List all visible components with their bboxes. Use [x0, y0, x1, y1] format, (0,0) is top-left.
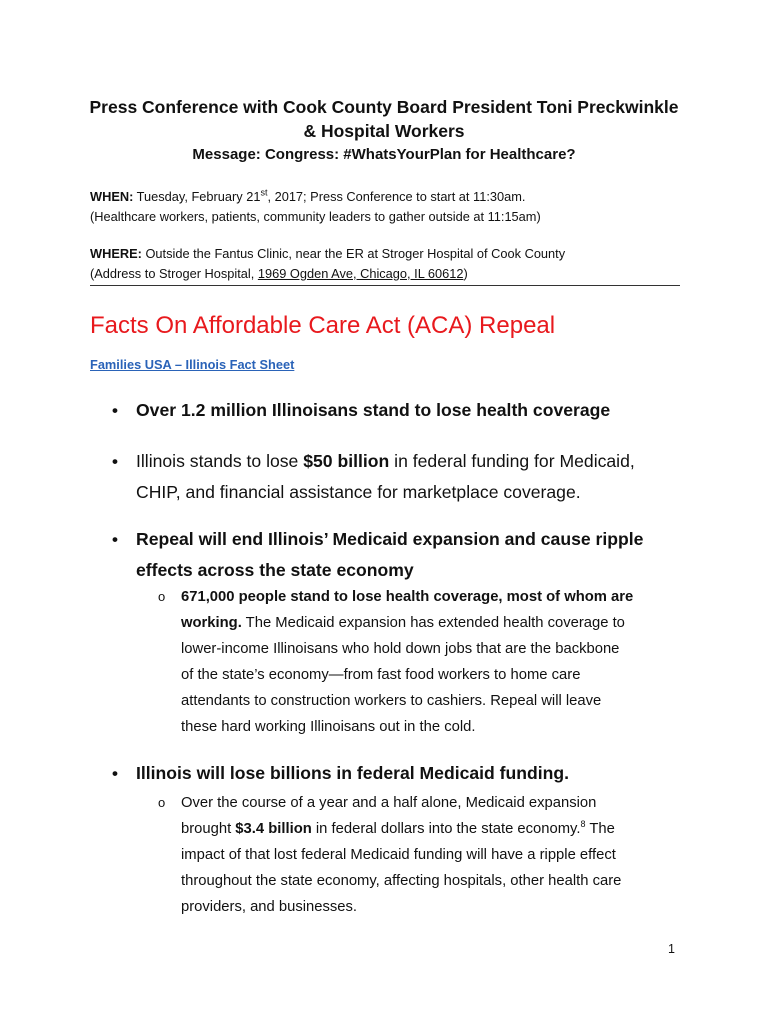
footnote-reference[interactable]: 8 — [580, 819, 586, 830]
bullet-marker: • — [112, 452, 118, 471]
when-line — [90, 187, 690, 207]
where-label: WHERE: — [90, 246, 142, 261]
bullet-text-part: Repeal will end Illinois’ Medicaid expansion and cause ripple — [136, 529, 644, 549]
fact-sheet-link[interactable]: Families USA – Illinois Fact Sheet — [90, 357, 295, 372]
section-heading: Facts On Affordable Care Act (ACA) Repeal — [90, 312, 556, 339]
sub-bullet-text-part: these hard working Illinoisans out in the cold. — [181, 719, 476, 735]
sub-bullet-text-part: attendants to construction workers to cashiers. Repeal will leave — [181, 693, 602, 709]
sub-bullet-text-part: in federal dollars into the state economy. — [311, 821, 581, 837]
when-time: , 2017; Press Conference to start at 11:30am. — [267, 189, 526, 204]
title-line-2: & Hospital Workers — [303, 121, 465, 141]
bullet-text: Over 1.2 million Illinoisans stand to lose health coverage — [136, 400, 611, 420]
sub-bullet-text-part: The Medicaid expansion has extended health coverage to — [241, 615, 625, 631]
horizontal-divider — [90, 285, 680, 286]
bullet-text-part: Illinois stands to lose — [136, 451, 304, 471]
sub-bullet-marker: o — [158, 795, 166, 810]
where-location: Outside the Fantus Clinic, near the ER at Stroger Hospital of Cook County — [141, 246, 566, 261]
bullet-item-medicaid-funding — [112, 758, 682, 789]
bullet-marker: • — [112, 764, 118, 783]
sub-bullet-text-part: brought — [181, 821, 236, 837]
title-line-1: Press Conference with Cook County Board President Toni Preckwinkle — [89, 97, 679, 117]
address-prefix: (Address to Stroger Hospital, — [90, 266, 258, 281]
bullet-text — [136, 446, 682, 508]
bullet-item-funding — [112, 446, 682, 508]
sub-bullet-text — [181, 790, 678, 920]
sub-bullet-item-671000 — [158, 584, 678, 740]
sub-bullet-marker: o — [158, 589, 166, 604]
sub-bullet-emphasis: 671,000 people stand to lose health coverage, most of whom are — [181, 589, 634, 605]
sub-bullet-text-part: of the state’s economy—from fast food workers to home care — [181, 667, 581, 683]
when-note: (Healthcare workers, patients, community leaders to gather outside at 11:15am) — [90, 209, 541, 224]
message-subtitle: Message: Congress: #WhatsYourPlan for Healthcare? — [192, 146, 576, 163]
bullet-marker: • — [112, 401, 118, 420]
sub-bullet-emphasis: working. — [181, 615, 242, 631]
page-title — [60, 95, 708, 143]
bullet-text-part: in federal funding for Medicaid, — [389, 451, 635, 471]
bullet-text: Illinois will lose billions in federal Medicaid funding. — [136, 763, 570, 783]
bullet-text — [136, 524, 682, 586]
bullet-text-part: effects across the state economy — [136, 560, 414, 580]
sub-bullet-text — [181, 584, 678, 740]
address-suffix: ) — [463, 266, 468, 281]
bullet-text-part: CHIP, and financial assistance for marketplace coverage. — [136, 482, 581, 502]
bullet-item-expansion — [112, 524, 682, 586]
address-line — [90, 264, 690, 284]
when-date-suffix: st — [260, 187, 268, 198]
bullet-text-emphasis: $50 billion — [303, 451, 390, 471]
sub-bullet-text-part: Over the course of a year and a half alone, Medicaid expansion — [181, 795, 597, 811]
where-line — [90, 244, 690, 264]
when-block — [90, 187, 690, 227]
page-number: 1 — [668, 942, 675, 956]
when-label: WHEN: — [90, 189, 134, 204]
sub-bullet-text-part: impact of that lost federal Medicaid funding will have a ripple effect — [181, 847, 616, 863]
when-date: Tuesday, February 21 — [133, 189, 261, 204]
sub-bullet-item-3-4-billion — [158, 790, 678, 920]
sub-bullet-text-part: throughout the state economy, affecting hospitals, other health care — [181, 873, 622, 889]
bullet-marker: • — [112, 530, 118, 549]
sub-bullet-text-part: lower-income Illinoisans who hold down jobs that are the backbone — [181, 641, 620, 657]
sub-bullet-text-part: providers, and businesses. — [181, 899, 358, 915]
sub-bullet-emphasis: $3.4 billion — [235, 821, 312, 837]
address-link[interactable]: 1969 Ogden Ave, Chicago, IL 60612 — [257, 266, 464, 281]
sub-bullet-text-part: The — [585, 821, 615, 837]
where-block — [90, 244, 690, 284]
bullet-item-coverage — [112, 395, 682, 426]
